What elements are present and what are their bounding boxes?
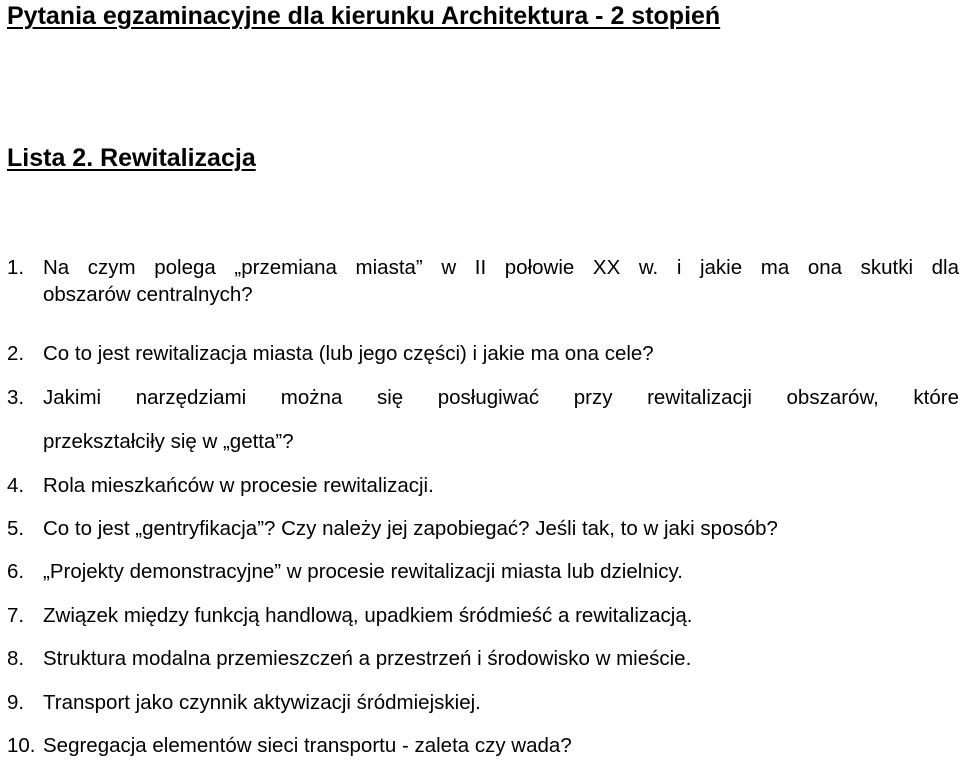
question-number: 6. <box>7 560 25 583</box>
question-number: 3. <box>7 386 25 409</box>
question-text: Struktura modalna przemieszczeń a przestrzeń i środowisko w mieście. <box>43 647 692 670</box>
question-line: Na czym polega „przemiana miasta” w II połowie XX w. i jakie ma ona skutki dla <box>43 256 959 279</box>
question-item-3 <box>7 385 959 454</box>
question-text <box>43 385 959 410</box>
question-number: 8. <box>7 647 25 670</box>
question-number: 5. <box>7 517 25 540</box>
question-item-1 <box>7 255 959 307</box>
question-line: obszarów centralnych? <box>43 283 253 306</box>
question-item-8 <box>7 646 959 671</box>
question-item-6 <box>7 559 959 584</box>
question-item-2 <box>7 341 959 366</box>
list-title: Lista 2. Rewitalizacja <box>7 144 256 172</box>
question-text: Rola mieszkańców w procesie rewitalizacji. <box>43 474 434 497</box>
document-title: Pytania egzaminacyjne dla kierunku Architektura - 2 stopień <box>7 2 721 30</box>
question-number: 4. <box>7 474 25 497</box>
question-line: przekształciły się w „getta”? <box>43 430 294 453</box>
question-item-10 <box>7 733 959 758</box>
question-text: Co to jest rewitalizacja miasta (lub jego części) i jakie ma ona cele? <box>43 342 654 365</box>
question-number: 7. <box>7 604 25 627</box>
question-text: Transport jako czynnik aktywizacji śródmiejskiej. <box>43 691 481 714</box>
question-item-5 <box>7 516 959 541</box>
question-number: 1. <box>7 256 25 279</box>
question-text: Segregacja elementów sieci transportu - zaleta czy wada? <box>43 734 572 757</box>
question-item-7 <box>7 603 959 628</box>
question-number: 9. <box>7 691 25 714</box>
question-text: Związek między funkcją handlową, upadkiem śródmieść a rewitalizacją. <box>43 604 693 627</box>
question-text <box>43 255 959 280</box>
question-item-9 <box>7 690 959 715</box>
question-number: 10. <box>7 734 36 757</box>
question-text: Co to jest „gentryfikacja”? Czy należy jej zapobiegać? Jeśli tak, to w jaki sposób? <box>43 517 778 540</box>
question-text: „Projekty demonstracyjne” w procesie rewitalizacji miasta lub dzielnicy. <box>43 560 683 583</box>
question-number: 2. <box>7 342 25 365</box>
question-item-4 <box>7 473 959 498</box>
question-line: Jakimi narzędziami można się posługiwać przy rewitalizacji obszarów, które <box>43 386 959 409</box>
